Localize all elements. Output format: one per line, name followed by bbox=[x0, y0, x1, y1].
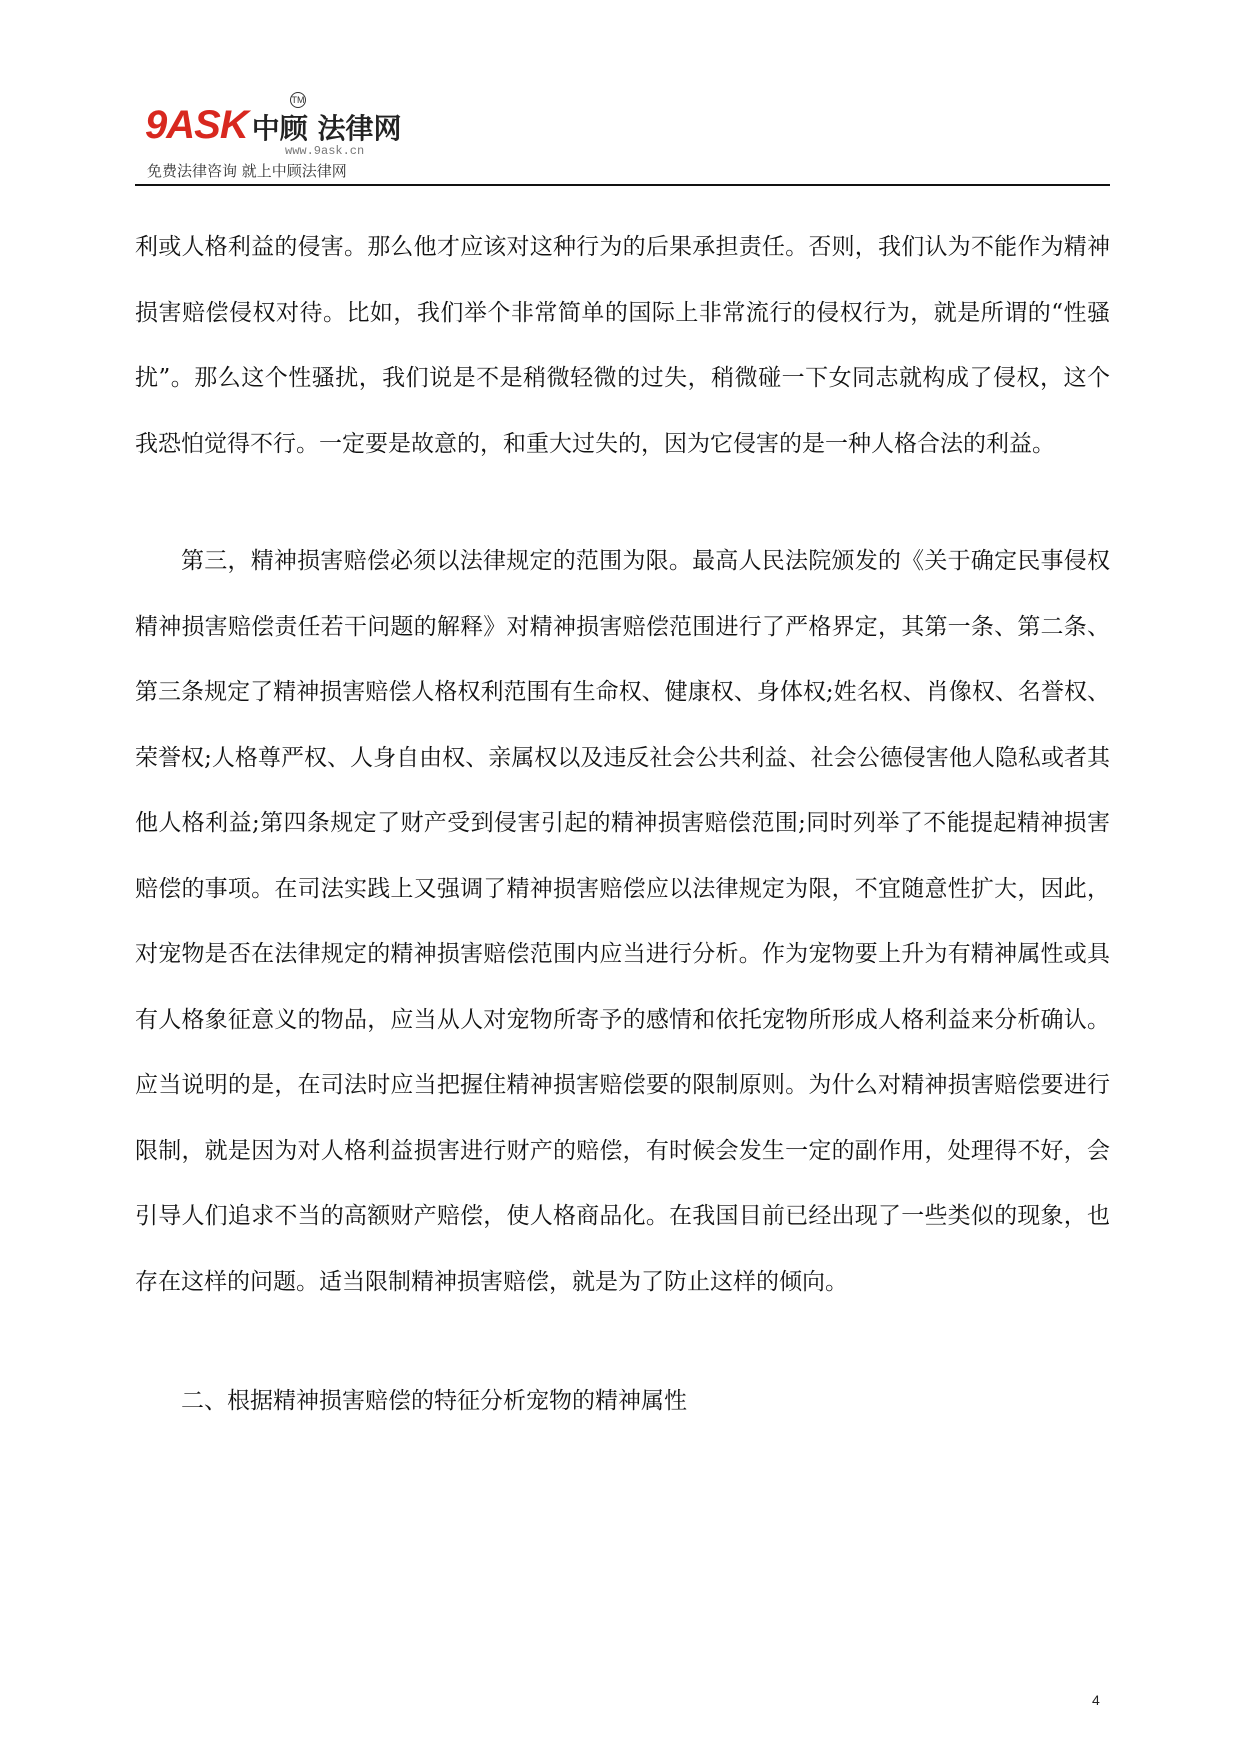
page-header bbox=[135, 84, 1110, 186]
paragraph-1: 利或人格利益的侵害。那么他才应该对这种行为的后果承担责任。否则，我们认为不能作为精神损害赔偿侵权对待。比如，我们举个非常简单的国际上非常流行的侵权行为，就是所谓的“性骚扰”。那么这个性骚扰，我们说是不是稍微轻微的过失，稍微碰一下女同志就构成了侵权，这个我恐怕觉得不行。一定要是故意的，和重大过失的，因为它侵害的是一种人格合法的利益。 bbox=[135, 234, 1110, 457]
paragraph-spacer bbox=[135, 477, 1110, 529]
header-divider bbox=[135, 184, 1110, 186]
trademark-icon: TM bbox=[290, 92, 306, 108]
logo-mark bbox=[145, 100, 401, 150]
logo-9ask-text: 9ASK bbox=[145, 103, 248, 147]
paragraph-spacer bbox=[135, 1315, 1110, 1369]
logo-url: www.9ask.cn bbox=[285, 144, 365, 158]
logo-slogan: 免费法律咨询 就上中顾法律网 bbox=[147, 162, 347, 180]
page-number: 4 bbox=[1092, 1692, 1100, 1708]
section-heading: 二、根据精神损害赔偿的特征分析宠物的精神属性 bbox=[181, 1388, 687, 1414]
site-logo[interactable] bbox=[145, 92, 405, 182]
paragraph-2: 第三，精神损害赔偿必须以法律规定的范围为限。最高人民法院颁发的《关于确定民事侵权精神损害赔偿责任若干问题的解释》对精神损害赔偿范围进行了严格界定，其第一条、第二条、第三条规定了精神损害赔偿人格权利范围有生命权、健康权、身体权;姓名权、肖像权、名誉权、荣誉权;人格尊严权、人身自由权、亲属权以及违反社会公共利益、社会公德侵害他人隐私或者其他人格利益;第四条规定了财产受到侵害引起的精神损害赔偿范围;同时列举了不能提起精神损害赔偿的事项。在司法实践上又强调了精神损害赔偿应以法律规定为限，不宜随意性扩大，因此，对宠物是否在法律规定的精神损害赔偿范围内应当进行分析。作为宠物要上升为有精神属性或具有人格象征意义的物品，应当从人对宠物所寄予的感情和依托宠物所形成人格利益来分析确认。应当说明的是，在司法时应当把握住精神损害赔偿要的限制原则。为什么对精神损害赔偿要进行限制，就是因为对人格利益损害进行财产的赔偿，有时候会发生一定的副作用，处理得不好，会引导人们追求不当的高额财产赔偿，使人格商品化。在我国目前已经出现了一些类似的现象，也存在这样的问题。适当限制精神损害赔偿，就是为了防止这样的倾向。 bbox=[135, 548, 1110, 1295]
logo-brand-text: 中顾 法律网 bbox=[251, 112, 402, 145]
document-body bbox=[135, 215, 1110, 1435]
